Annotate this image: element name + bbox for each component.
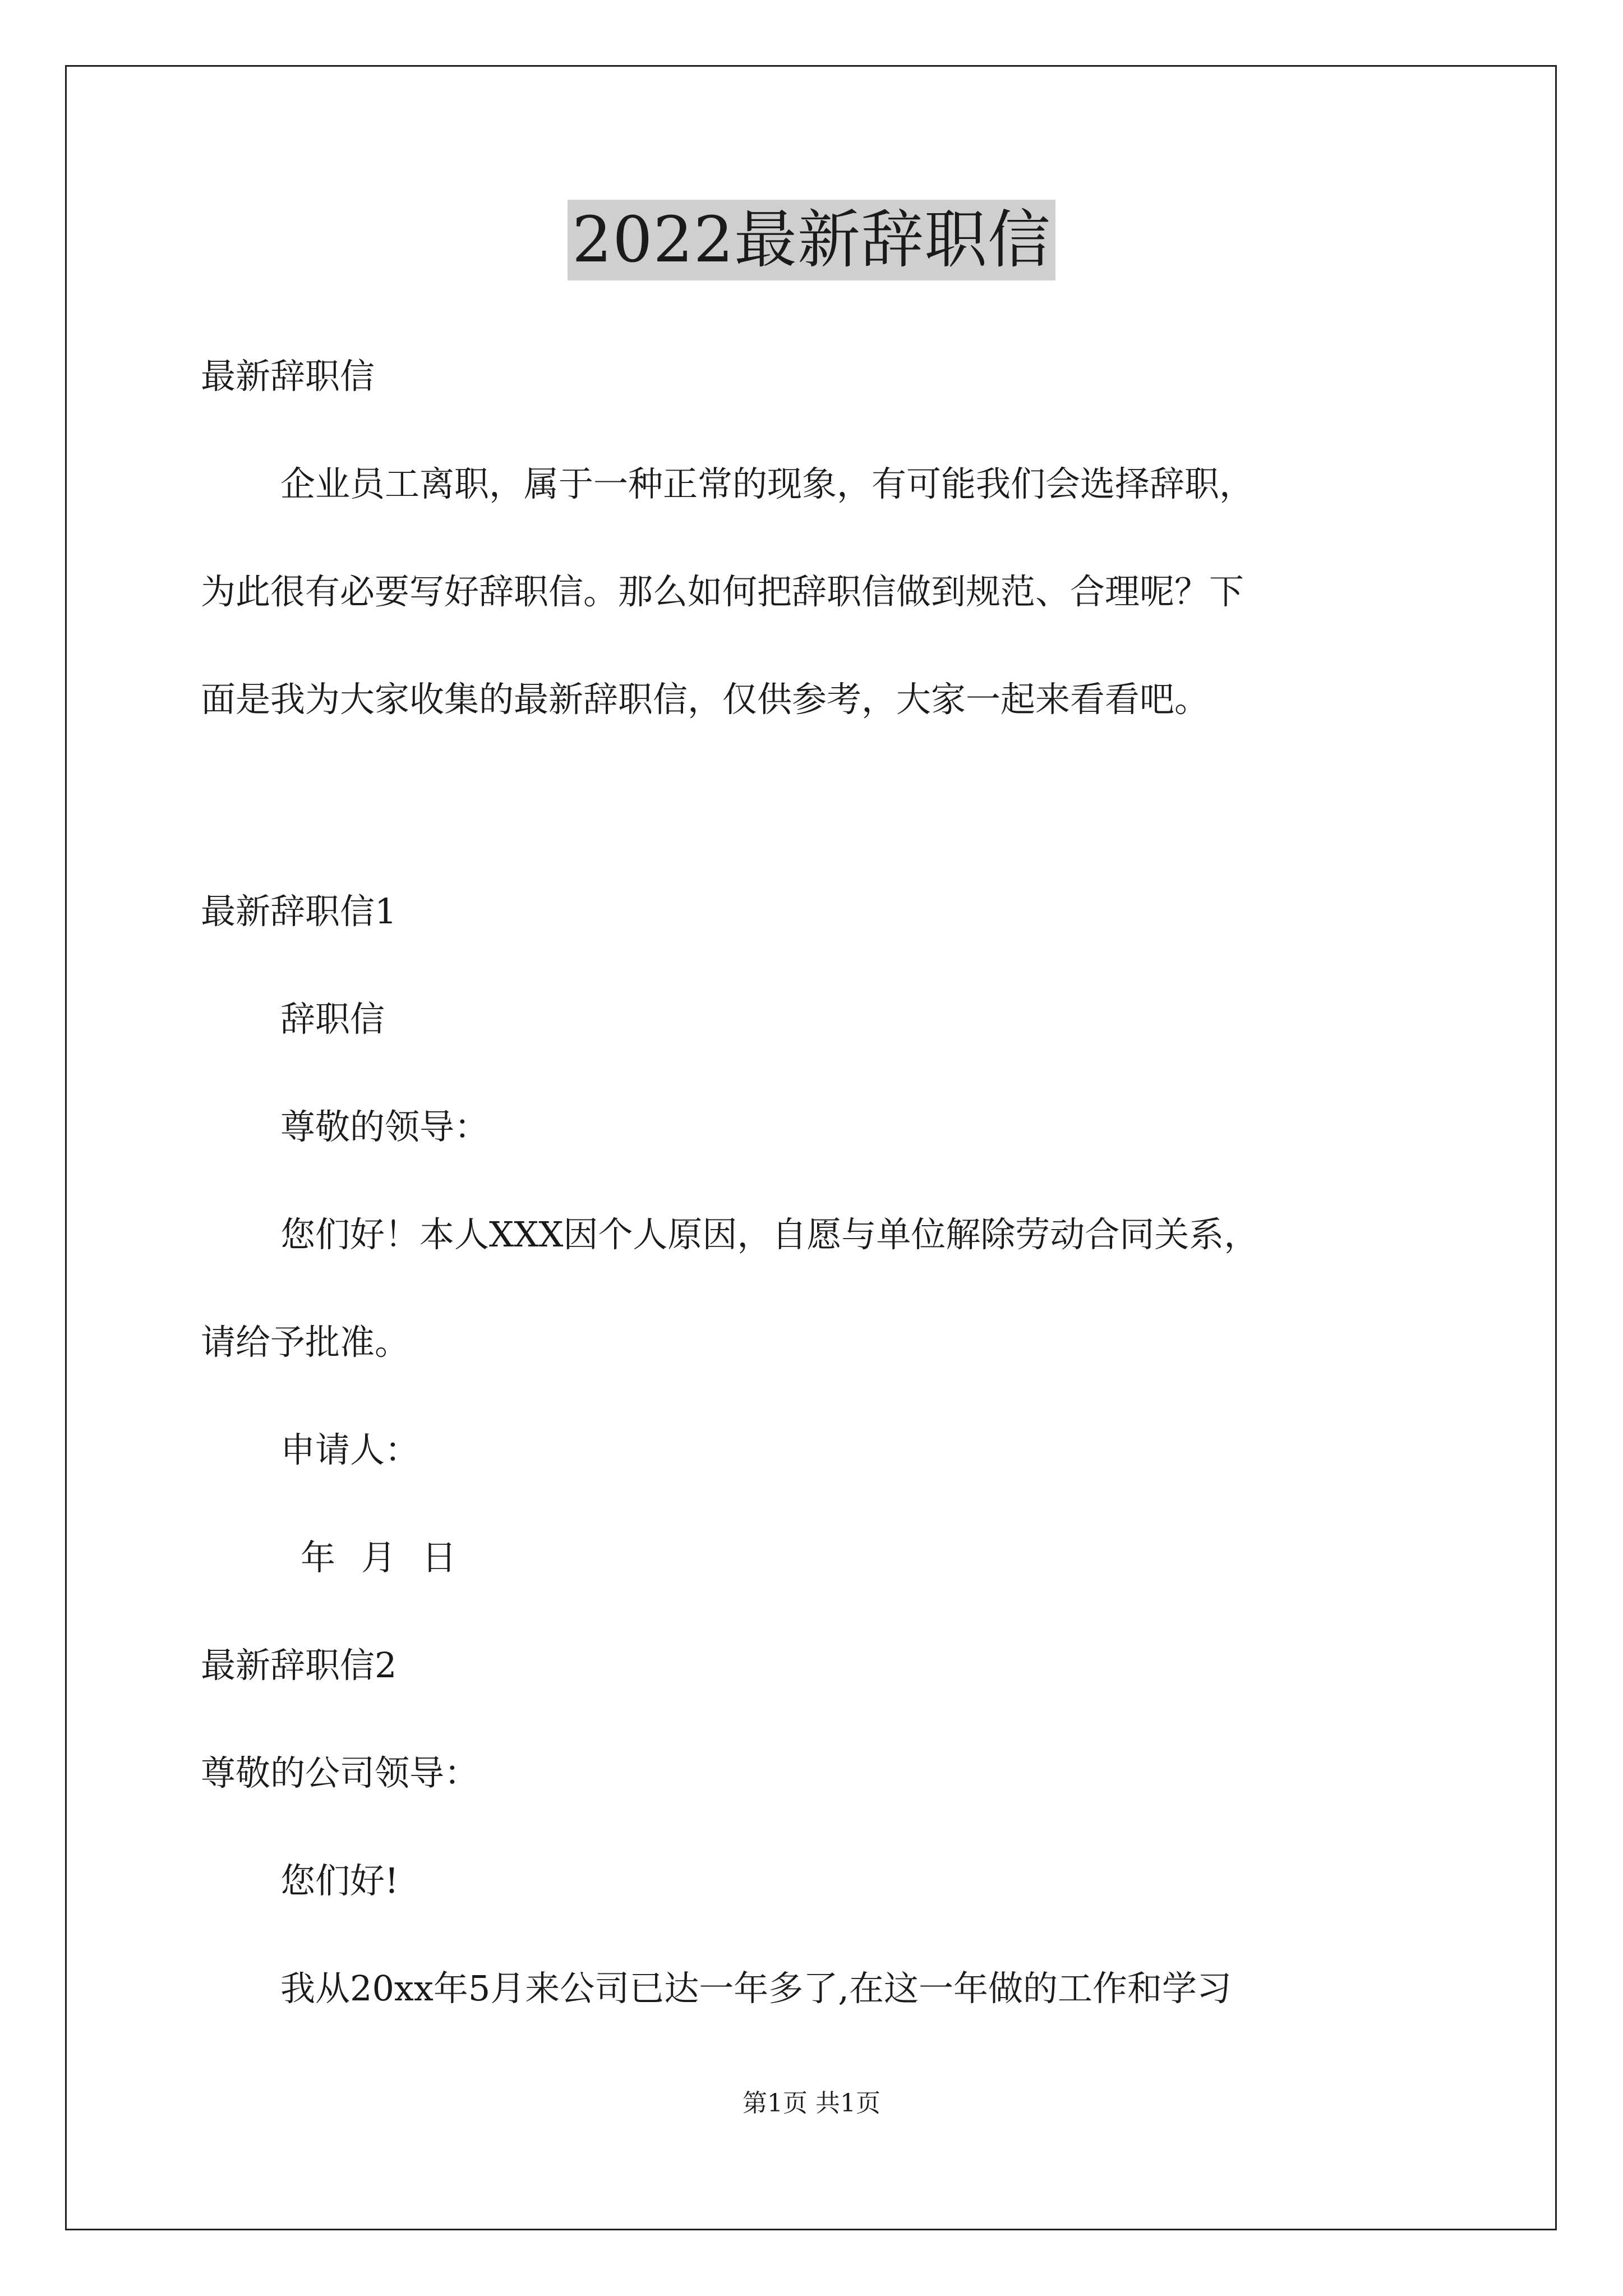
paragraph-line: 尊敬的领导： bbox=[280, 1106, 490, 1147]
paragraph-line: 您们好！本人XXX因个人原因，自愿与单位解除劳动合同关系， bbox=[280, 1214, 1259, 1255]
section-heading: 最新辞职信1 bbox=[201, 891, 397, 932]
paragraph-line: 请给予批准。 bbox=[201, 1322, 410, 1363]
page-footer: 第1页 共1页 bbox=[743, 2089, 880, 2118]
paragraph-line: 尊敬的公司领导： bbox=[201, 1752, 479, 1793]
paragraph-line: 申请人： bbox=[280, 1429, 420, 1470]
paragraph-line: 为此很有必要写好辞职信。那么如何把辞职信做到规范、合理呢？下 bbox=[201, 571, 1244, 612]
section-heading: 最新辞职信2 bbox=[201, 1645, 397, 1686]
date-line: 年月日 bbox=[301, 1537, 483, 1578]
paragraph-line: 最新辞职信 bbox=[201, 356, 375, 397]
paragraph-line: 企业员工离职，属于一种正常的现象，有可能我们会选择辞职， bbox=[280, 463, 1255, 504]
paragraph-line: 您们好! bbox=[280, 1860, 399, 1901]
paragraph-line: 辞职信 bbox=[280, 999, 385, 1039]
document-title: 2022最新辞职信 bbox=[568, 200, 1055, 280]
paragraph-line: 面是我为大家收集的最新辞职信，仅供参考，大家一起来看看吧。 bbox=[201, 679, 1210, 720]
paragraph-line: 我从20xx年5月来公司已达一年多了,在这一年做的工作和学习 bbox=[280, 1968, 1232, 2009]
